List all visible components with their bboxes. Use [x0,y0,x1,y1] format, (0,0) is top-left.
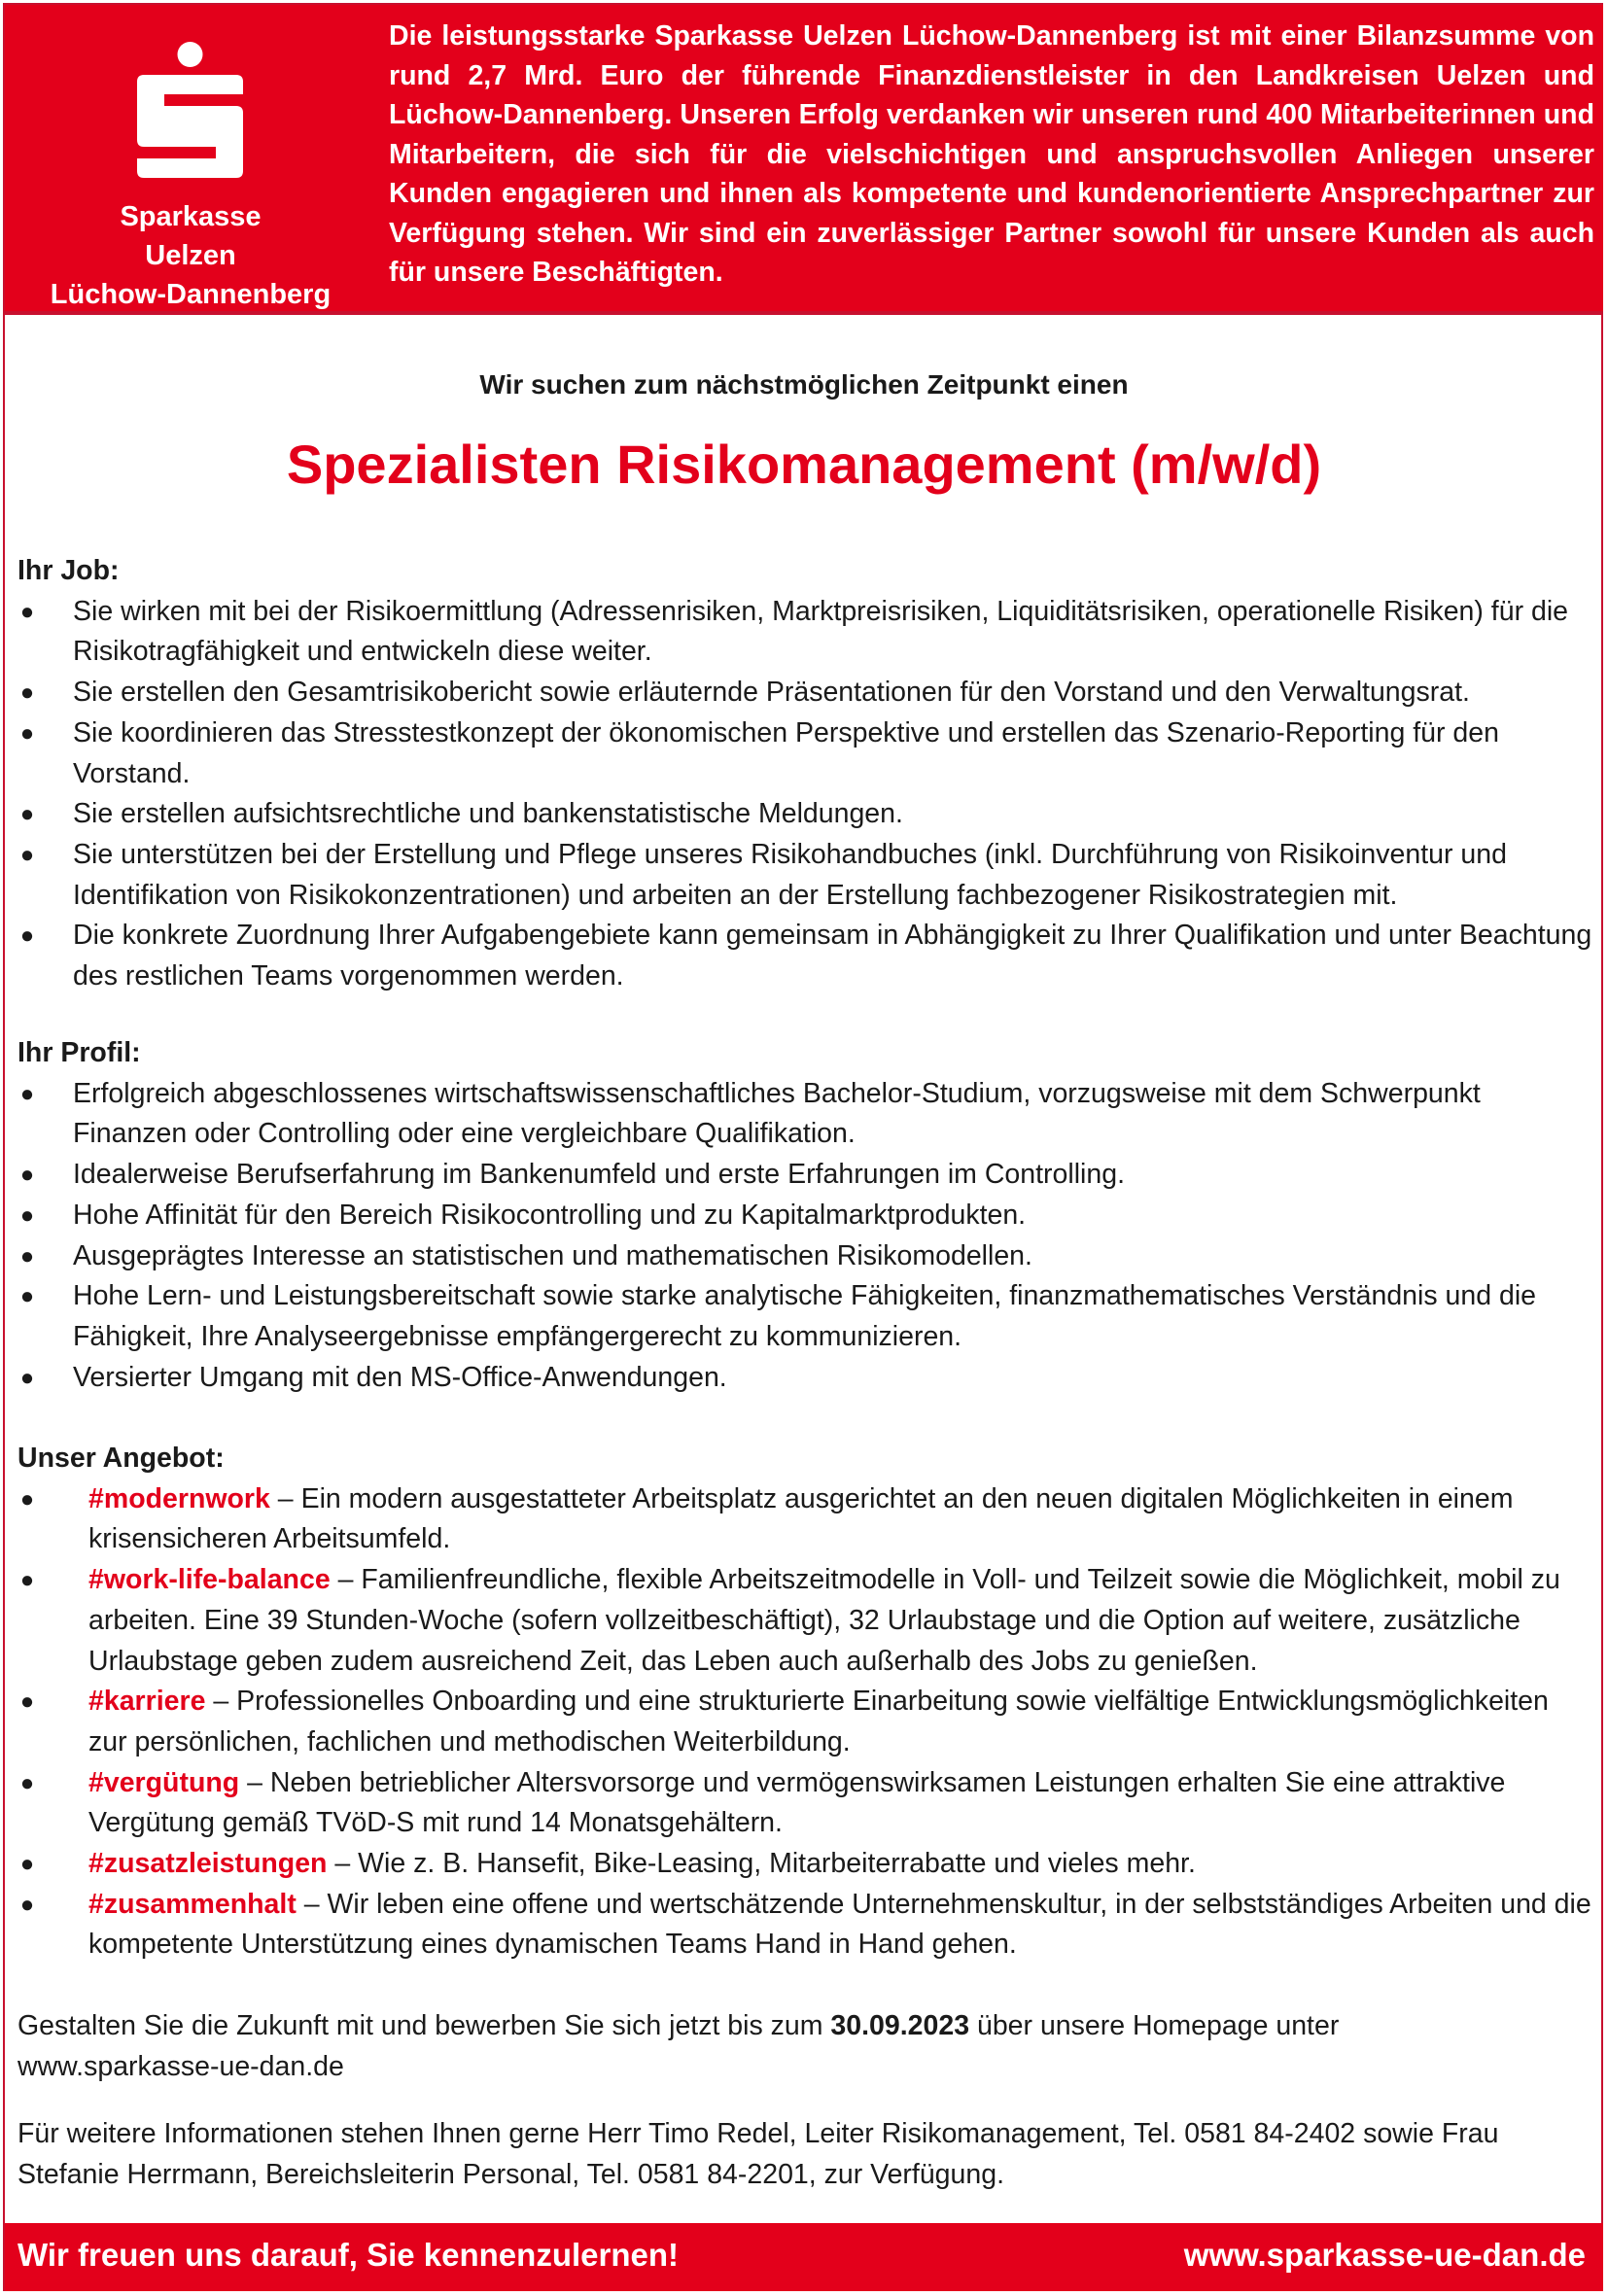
job-section [17,551,1592,997]
list-item [17,794,1592,835]
bullet-icon: ● [19,922,35,950]
list-item-text: Idealerweise Berufserfahrung im Bankenumfeld und erste Erfahrungen im Controlling. [73,1159,1125,1191]
bullet-icon: ● [19,1080,35,1107]
bullet-icon: ● [19,719,35,747]
job-heading: Ihr Job: [17,555,120,586]
offer-list [17,1479,1592,1966]
bullet-icon: ● [19,1364,35,1391]
apply-text: Gestalten Sie die Zukunft mit und bewerben Sie sich jetzt bis zum [17,2010,831,2041]
hashtag-label: #zusammenhalt [88,1888,297,1920]
list-item [17,916,1592,996]
bullet-icon: ● [19,1201,35,1229]
list-item-text: Sie erstellen aufsichtsrechtliche und bankenstatistische Meldungen. [73,798,903,830]
contact-paragraph: Für weitere Informationen stehen Ihnen gerne Herr Timo Redel, Leiter Risikomanagement, Tel. 0581 84-2402 sowie Frau Stefanie Herrmann, Bereichsleiterin Personal, Tel. 0581 84-2201, zur Verfügung. [17,2118,1499,2190]
deadline-date: 30.09.2023 [830,2010,970,2041]
bank-name-line: Uelzen [145,240,236,271]
job-title: Spezialisten Risikomanagement (m/w/d) [286,434,1322,495]
list-item [17,1074,1592,1155]
list-item-text: Die konkrete Zuordnung Ihrer Aufgabengebiete kann gemeinsam in Abhängigkeit zu Ihrer Qualifikation und unter Beachtung des restlichen Teams vorgenommen werden. [73,920,1592,992]
bullet-icon: ● [19,1567,35,1594]
list-item-text: – Wie z. B. Hansefit, Bike-Leasing, Mitarbeiterrabatte und vieles mehr. [327,1848,1196,1880]
list-item [17,1236,1592,1277]
list-item-text: – Neben betrieblicher Altersvorsorge und vermögenswirksamen Leistungen erhalten Sie eine attraktive Vergütung gemäß TVöD-S mit rund 14 Monatsgehältern. [88,1766,1506,1839]
list-item [17,673,1592,713]
list-item-text: Sie koordinieren das Stresstestkonzept der ökonomischen Perspektive und erstellen das Szenario-Reporting für den Vorstand. [73,716,1499,789]
list-item-text: Sie erstellen den Gesamtrisikobericht sowie erläuternde Präsentationen für den Vorstand und den Verwaltungsrat. [73,677,1470,709]
list-item [17,1682,1592,1762]
profile-heading: Ihr Profil: [17,1037,141,1068]
bullet-icon: ● [19,801,35,828]
hashtag-label: #karriere [88,1686,206,1718]
bullet-icon: ● [19,1162,35,1189]
list-item [17,1155,1592,1196]
profile-list [17,1074,1592,1399]
bullet-icon: ● [19,1769,35,1796]
bank-name-line: Sparkasse [120,201,262,232]
company-description: Die leistungsstarke Sparkasse Uelzen Lüchow-Dannenberg ist mit einer Bilanzsumme von rund 2,7 Mrd. Euro der führende Finanzdienstleister in den Landkreisen Uelzen und Lüchow-Dannenberg. Unseren Erfolg verdanken wir unseren rund 400 Mitarbeiterinnen und Mitarbeitern, die sich für die vielschichtigen und anspruchsvollen Anliegen unserer Kunden engagieren und ihnen als kompetente und kundenorientierte Ansprechpartner zur Verfügung stehen. Wir sind ein zuverlässiger Partner sowohl für unsere Kunden als auch für unsere Beschäftigten. [389,20,1594,288]
logo [5,5,376,311]
apply-url-link[interactable]: www.sparkasse-ue-dan.de [17,2050,344,2082]
list-item [17,1885,1592,1966]
job-list [17,592,1592,997]
hashtag-label: #modernwork [88,1482,270,1514]
bullet-icon: ● [19,1688,35,1716]
footer-slogan: Wir freuen uns darauf, Sie kennenzulernen! [17,2237,679,2273]
bullet-icon: ● [19,841,35,868]
list-item [17,1358,1592,1399]
list-item [17,1560,1592,1682]
bullet-icon: ● [19,1891,35,1918]
hashtag-label: #zusatzleistungen [88,1848,328,1880]
offer-heading: Unser Angebot: [17,1443,225,1474]
profile-section [17,1033,1592,1398]
list-item-text: Sie unterstützen bei der Erstellung und Pflege unseres Risikohandbuches (inkl. Durchführung von Risikoinventur und Identifikation von Risikokonzentrationen) und arbeiten an der Erstellung fachbezogener Risikostrategien mit. [73,838,1507,911]
offer-section [17,1439,1592,1966]
list-item-text: Erfolgreich abgeschlossenes wirtschaftswissenschaftliches Bachelor-Studium, vorzugsweise mit dem Schwerpunkt Finanzen oder Controlling oder eine vergleichbare Qualifikation. [73,1077,1481,1150]
footer-banner [5,2223,1603,2291]
list-item-text: Sie wirken mit bei der Risikoermittlung (Adressenrisiken, Marktpreisrisiken, Liquiditätsrisiken, operationelle Risiken) für die Risikotragfähigkeit und entwickeln diese weiter. [73,595,1569,668]
bullet-icon: ● [19,1851,35,1878]
sparkasse-s-logo-icon [134,42,246,180]
list-item-text: – Wir leben eine offene und wertschätzende Unternehmenskultur, in der selbstständiges Arbeiten und die kompetente Unterstützung eines dynamischen Teams Hand in Hand gehen. [88,1888,1591,1961]
list-item-text: Versierter Umgang mit den MS-Office-Anwendungen. [73,1361,727,1393]
hashtag-label: #work-life-balance [88,1564,331,1596]
bullet-icon: ● [19,679,35,707]
bullet-icon: ● [19,1485,35,1513]
bullet-icon: ● [19,1283,35,1310]
list-item [17,1763,1592,1844]
list-item-text: – Familienfreundliche, flexible Arbeitszeitmodelle in Voll- und Teilzeit sowie die Möglichkeit, mobil zu arbeiten. Eine 39 Stunden-Woche (sofern vollzeitbeschäftigt), 32 Urlaubstage und die Option auf weitere, zusätzliche Urlaubstage geben zudem ausreichend Zeit, das Leben auch außerhalb des Jobs zu genießen. [88,1564,1560,1677]
list-item-text: – Ein modern ausgestatteter Arbeitsplatz ausgerichtet an den neuen digitalen Möglichkeiten in einem krisensicheren Arbeitsumfeld. [88,1482,1514,1555]
list-item [17,592,1592,673]
bullet-icon: ● [19,1242,35,1270]
header-divider [5,311,1603,315]
bullet-icon: ● [19,598,35,625]
list-item [17,835,1592,916]
list-item [17,1844,1592,1885]
header-banner [5,5,1603,311]
apply-text-after: über unsere Homepage unter [969,2010,1340,2041]
bank-name-line: Lüchow-Dannenberg [50,279,332,310]
list-item-text: Ausgeprägtes Interesse an statistischen und mathematischen Risikomodellen. [73,1239,1032,1271]
hashtag-label: #vergütung [88,1766,240,1798]
list-item [17,1196,1592,1236]
list-item-text: Hohe Lern- und Leistungsbereitschaft sowie starke analytische Fähigkeiten, finanzmathematisches Verständnis und die Fähigkeit, Ihre Analyseergebnisse empfängergerecht zu kommunizieren. [73,1280,1537,1352]
intro-text: Wir suchen zum nächstmöglichen Zeitpunkt einen [479,369,1129,400]
bank-name [5,197,376,314]
list-item [17,1479,1592,1560]
footer-url-link[interactable]: www.sparkasse-ue-dan.de [1183,2237,1586,2273]
list-item-text: – Professionelles Onboarding und eine strukturierte Einarbeitung sowie vielfältige Entwicklungsmöglichkeiten zur persönlichen, fachlichen und methodischen Weiterbildung. [88,1686,1549,1757]
list-item [17,1276,1592,1357]
list-item [17,713,1592,794]
list-item-text: Hohe Affinität für den Bereich Risikocontrolling und zu Kapitalmarktprodukten. [73,1199,1027,1231]
apply-paragraph [17,2006,1592,2087]
